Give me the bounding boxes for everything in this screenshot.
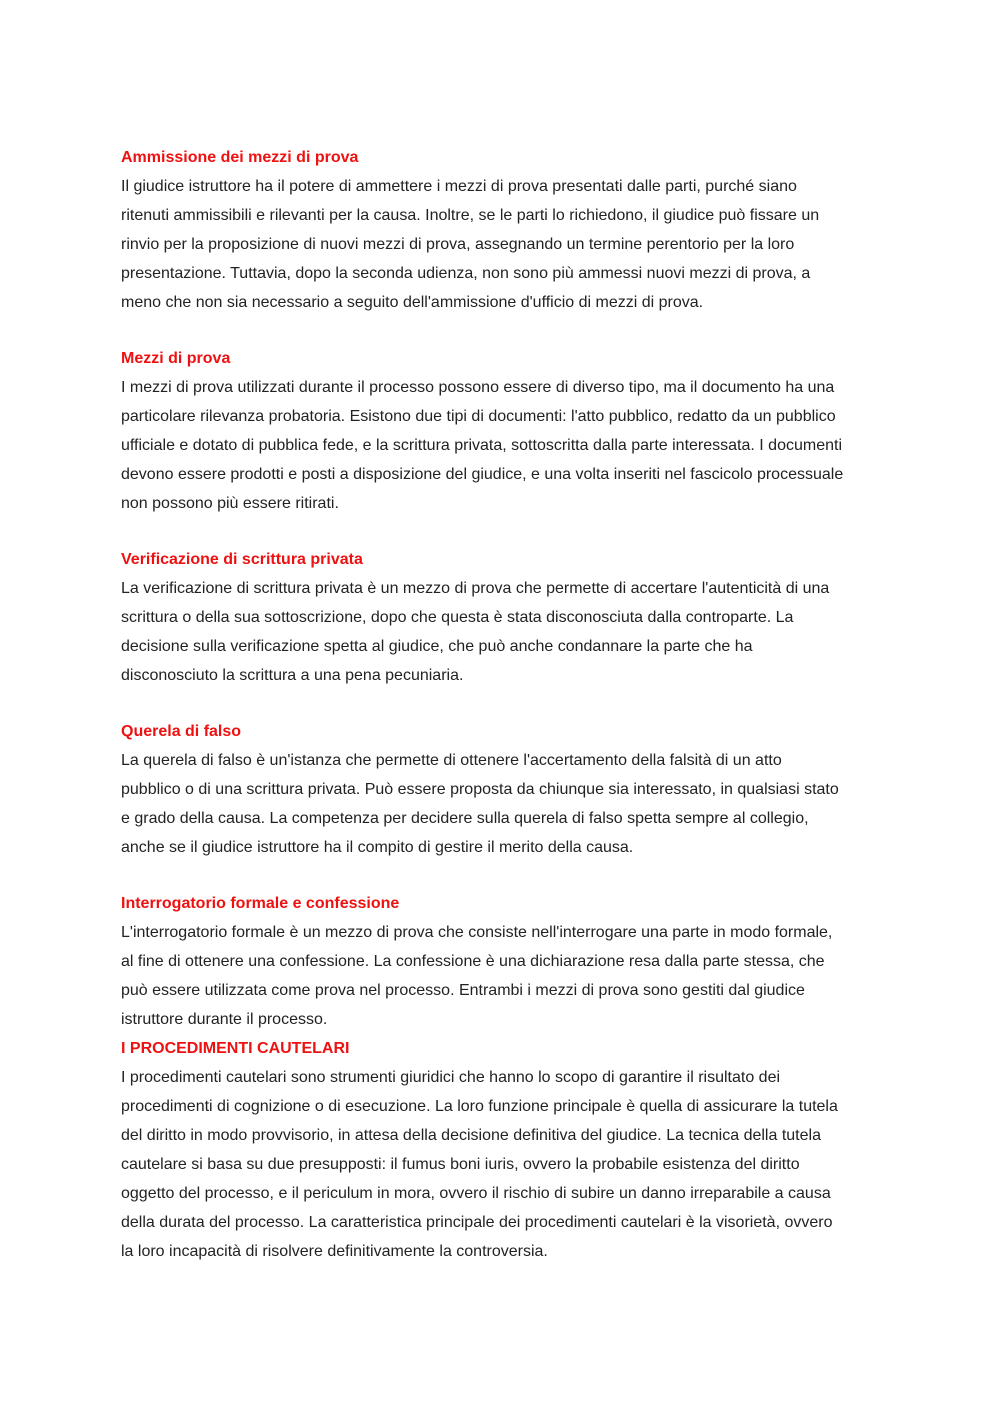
text-line: della durata del processo. La caratteristica principale dei procedimenti cautelari è la visorietà, ovvero xyxy=(121,1214,833,1231)
section-body xyxy=(121,746,883,862)
section-body xyxy=(121,373,883,518)
text-line: al fine di ottenere una confessione. La confessione è una dichiarazione resa dalla parte stessa, che xyxy=(121,953,825,970)
text-line: ufficiale e dotato di pubblica fede, e la scrittura privata, sottoscritta dalla parte interessata. I documenti xyxy=(121,437,842,454)
text-line: oggetto del processo, e il periculum in mora, ovvero il rischio di subire un danno irreparabile a causa xyxy=(121,1185,831,1202)
section-heading: Querela di falso xyxy=(121,723,242,740)
document-page xyxy=(121,143,883,1266)
section-procedimenti-cautelari xyxy=(121,1034,883,1266)
text-line: meno che non sia necessario a seguito dell'ammissione d'ufficio di mezzi di prova. xyxy=(121,294,704,311)
text-line: scrittura o della sua sottoscrizione, dopo che questa è stata disconosciuta dalla controparte. La xyxy=(121,609,794,626)
text-line: procedimenti di cognizione o di esecuzione. La loro funzione principale è quella di assicurare la tutela xyxy=(121,1098,838,1115)
text-line: I procedimenti cautelari sono strumenti giuridici che hanno lo scopo di garantire il risultato dei xyxy=(121,1069,781,1086)
section-heading: Ammissione dei mezzi di prova xyxy=(121,149,359,166)
section-interrogatorio-formale xyxy=(121,889,883,1034)
text-line: devono essere prodotti e posti a disposizione del giudice, e una volta inseriti nel fascicolo processuale xyxy=(121,466,844,483)
text-line: istruttore durante il processo. xyxy=(121,1011,328,1028)
text-line: La verificazione di scrittura privata è un mezzo di prova che permette di accertare l'autenticità di una xyxy=(121,580,830,597)
text-line: particolare rilevanza probatoria. Esistono due tipi di documenti: l'atto pubblico, redatto da un pubblico xyxy=(121,408,836,425)
section-body xyxy=(121,172,883,317)
text-line: cautelare si basa su due presupposti: il fumus boni iuris, ovvero la probabile esistenza del diritto xyxy=(121,1156,800,1173)
section-heading: Interrogatorio formale e confessione xyxy=(121,895,400,912)
section-heading: Verificazione di scrittura privata xyxy=(121,551,363,568)
section-body xyxy=(121,1063,883,1266)
section-verificazione-scrittura-privata xyxy=(121,545,883,690)
text-line: non possono più essere ritirati. xyxy=(121,495,339,512)
text-line: L'interrogatorio formale è un mezzo di prova che consiste nell'interrogare una parte in modo formale, xyxy=(121,924,833,941)
text-line: presentazione. Tuttavia, dopo la seconda udienza, non sono più ammessi nuovi mezzi di prova, a xyxy=(121,265,811,282)
section-mezzi-di-prova xyxy=(121,344,883,518)
text-line: e grado della causa. La competenza per decidere sulla querela di falso spetta sempre al collegio, xyxy=(121,810,809,827)
section-body xyxy=(121,574,883,690)
text-line: I mezzi di prova utilizzati durante il processo possono essere di diverso tipo, ma il documento ha una xyxy=(121,379,835,396)
section-ammissione-mezzi-di-prova xyxy=(121,143,883,317)
text-line: può essere utilizzata come prova nel processo. Entrambi i mezzi di prova sono gestiti dal giudice xyxy=(121,982,805,999)
text-line: del diritto in modo provvisorio, in attesa della decisione definitiva del giudice. La tecnica della tutela xyxy=(121,1127,821,1144)
text-line: Il giudice istruttore ha il potere di ammettere i mezzi di prova presentati dalle parti, purché siano xyxy=(121,178,797,195)
text-line: rinvio per la proposizione di nuovi mezzi di prova, assegnando un termine perentorio per la loro xyxy=(121,236,795,253)
text-line: La querela di falso è un'istanza che permette di ottenere l'accertamento della falsità di un atto xyxy=(121,752,782,769)
section-querela-di-falso xyxy=(121,717,883,862)
text-line: ritenuti ammissibili e rilevanti per la causa. Inoltre, se le parti lo richiedono, il giudice può fissare un xyxy=(121,207,820,224)
text-line: la loro incapacità di risolvere definitivamente la controversia. xyxy=(121,1243,548,1260)
text-line: anche se il giudice istruttore ha il compito di gestire il merito della causa. xyxy=(121,839,634,856)
text-line: disconosciuto la scrittura a una pena pecuniaria. xyxy=(121,667,464,684)
section-body xyxy=(121,918,883,1034)
section-heading: Mezzi di prova xyxy=(121,350,231,367)
text-line: decisione sulla verificazione spetta al giudice, che può anche condannare la parte che ha xyxy=(121,638,753,655)
section-heading: I PROCEDIMENTI CAUTELARI xyxy=(121,1040,350,1057)
text-line: pubblico o di una scrittura privata. Può essere proposta da chiunque sia interessato, in qualsiasi stato xyxy=(121,781,839,798)
